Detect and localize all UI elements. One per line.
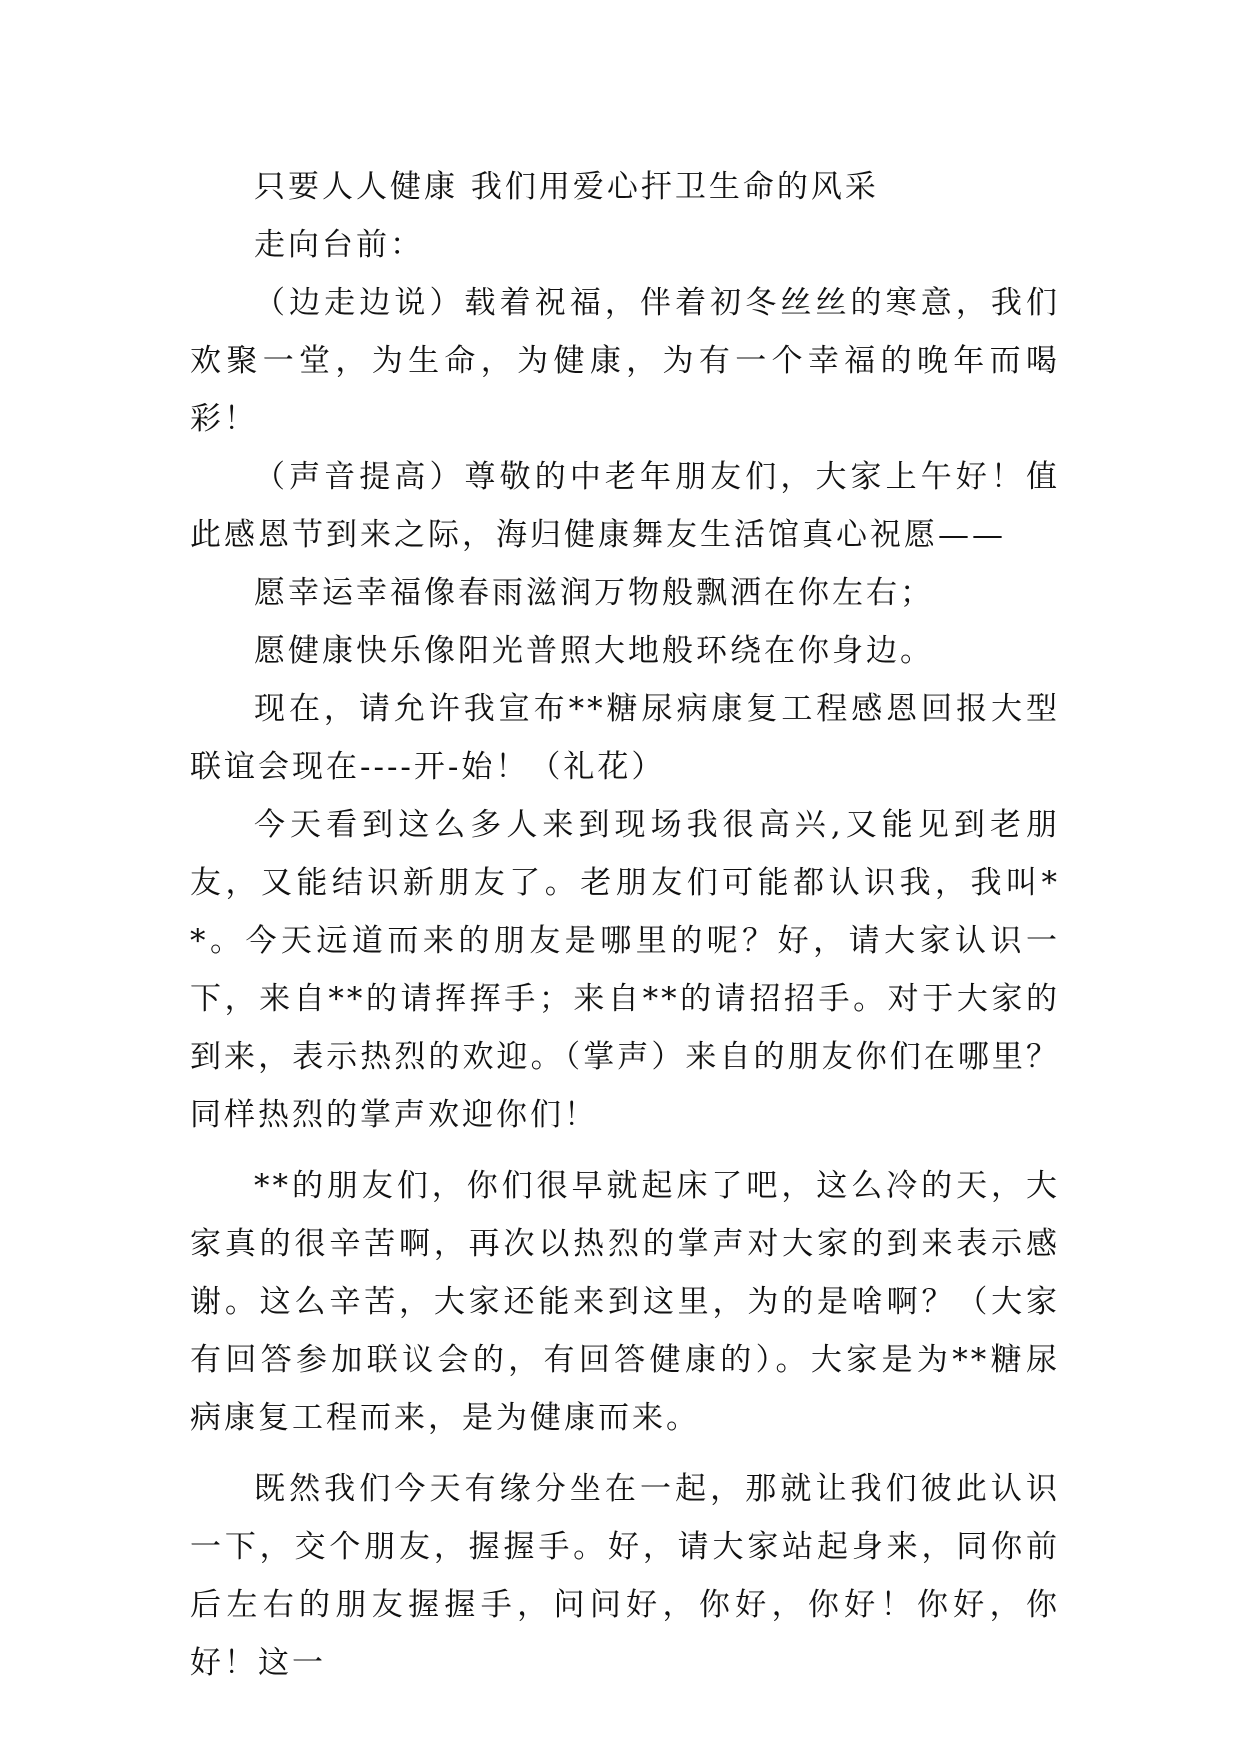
paragraph-blessing-opening: （边走边说）载着祝福，伴着初冬丝丝的寒意，我们欢聚一堂，为生命，为健康，为有一个幸福的晚年而喝彩！ — [190, 285, 1060, 437]
paragraph-title-line: 只要人人健康 我们用爱心扞卫生命的风采 — [254, 169, 879, 205]
paragraph-thanks: **的朋友们，你们很早就起床了吧，这么冷的天，大家真的很辛苦啊，再次以热烈的掌声对大家的到来表示感谢。这么辛苦，大家还能来到这里，为的是啥啊？（大家有回答参加联议会的，有回答健康的）。大家是为**糖尿病康复工程而来，是为健康而来。 — [190, 1168, 1060, 1436]
paragraph-greeting: （声音提高）尊敬的中老年朋友们，大家上午好！值此感恩节到来之际，海归健康舞友生活馆真心祝愿—— — [190, 459, 1060, 553]
paragraph-wish-health: 愿健康快乐像阳光普照大地般环绕在你身边。 — [254, 633, 934, 669]
document-body — [190, 158, 1060, 1692]
paragraph-wish-fortune: 愿幸运幸福像春雨滋润万物般飘洒在你左右； — [254, 575, 934, 611]
paragraph-announcement: 现在，请允许我宣布**糖尿病康复工程感恩回报大型联谊会现在----开-始！（礼花） — [190, 691, 1060, 785]
paragraph-welcome-friends: 今天看到这么多人来到现场我很高兴,又能见到老朋友，又能结识新朋友了。老朋友们可能都认识我，我叫**。今天远道而来的朋友是哪里的呢？好，请大家认识一下，来自**的请挥挥手；来自**的请招招手。对于大家的到来，表示热烈的欢迎。（掌声）来自的朋友你们在哪里？同样热烈的掌声欢迎你们！ — [190, 807, 1060, 1133]
paragraph-handshake: 既然我们今天有缘分坐在一起，那就让我们彼此认识一下，交个朋友，握握手。好，请大家站起身来，同你前后左右的朋友握握手，问问好，你好，你好！你好，你好！这一 — [190, 1471, 1060, 1681]
paragraph-walk-forward: 走向台前： — [254, 227, 424, 263]
